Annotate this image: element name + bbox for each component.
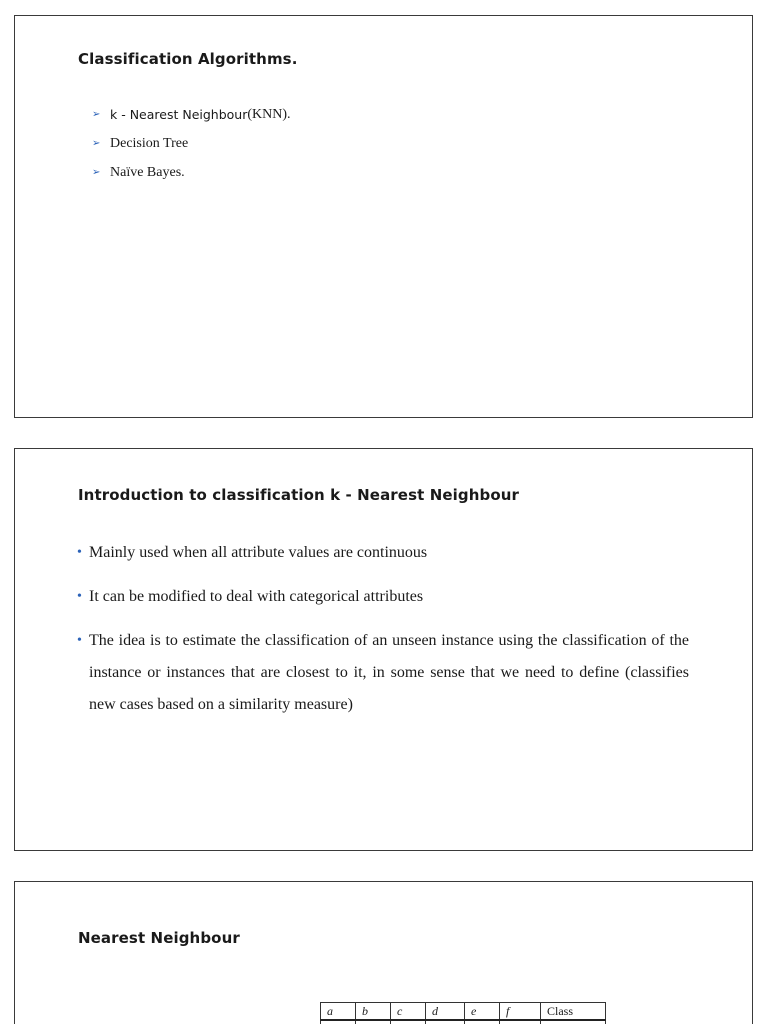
- slide-classification-algorithms: [14, 15, 753, 418]
- list-item-suffix: (KNN).: [247, 106, 291, 122]
- bullet-dot-icon: •: [77, 633, 82, 648]
- slide-title: Nearest Neighbour: [78, 929, 240, 947]
- list-item: [92, 100, 291, 129]
- list-item: [77, 585, 689, 617]
- table-header-row: [321, 1003, 606, 1021]
- table-header-cell: f: [500, 1003, 541, 1021]
- table-header-cell: a: [321, 1003, 356, 1021]
- bullet-text: The idea is to estimate the classification of an unseen instance using the classification of the instance or instances that are closest to it, in some sense that we need to define (classifies new cases based on a similarity measure): [89, 632, 689, 713]
- arrow-bullet-icon: ➢: [92, 138, 101, 149]
- list-item-text: k - Nearest Neighbour: [110, 107, 248, 122]
- table-header-cell: e: [465, 1003, 500, 1021]
- slide-knn-introduction: [14, 448, 753, 851]
- table-header-cell: Class: [541, 1003, 606, 1021]
- list-item: [92, 129, 291, 158]
- list-item: [92, 158, 291, 187]
- algorithm-list: [92, 100, 291, 187]
- list-item: [77, 541, 689, 573]
- bullet-text: It can be modified to deal with categorical attributes: [89, 588, 424, 605]
- arrow-bullet-icon: ➢: [92, 109, 101, 120]
- bullet-dot-icon: •: [77, 589, 82, 604]
- bullet-text: Mainly used when all attribute values are continuous: [89, 544, 428, 561]
- table-row: [321, 1020, 606, 1024]
- slide-title: Classification Algorithms.: [78, 50, 298, 68]
- table-header-cell: c: [391, 1003, 426, 1021]
- arrow-bullet-icon: ➢: [92, 167, 101, 178]
- slide-nearest-neighbour: [14, 881, 753, 1024]
- bullet-list: [77, 541, 689, 737]
- list-item-text: Naïve Bayes.: [110, 164, 185, 180]
- table-header-cell: d: [426, 1003, 465, 1021]
- table-header-cell: b: [356, 1003, 391, 1021]
- list-item: [77, 629, 689, 725]
- slide-title: Introduction to classification k - Nearest Neighbour: [78, 486, 519, 504]
- list-item-text: Decision Tree: [110, 135, 189, 151]
- attribute-table: [320, 1002, 606, 1024]
- bullet-dot-icon: •: [77, 545, 82, 560]
